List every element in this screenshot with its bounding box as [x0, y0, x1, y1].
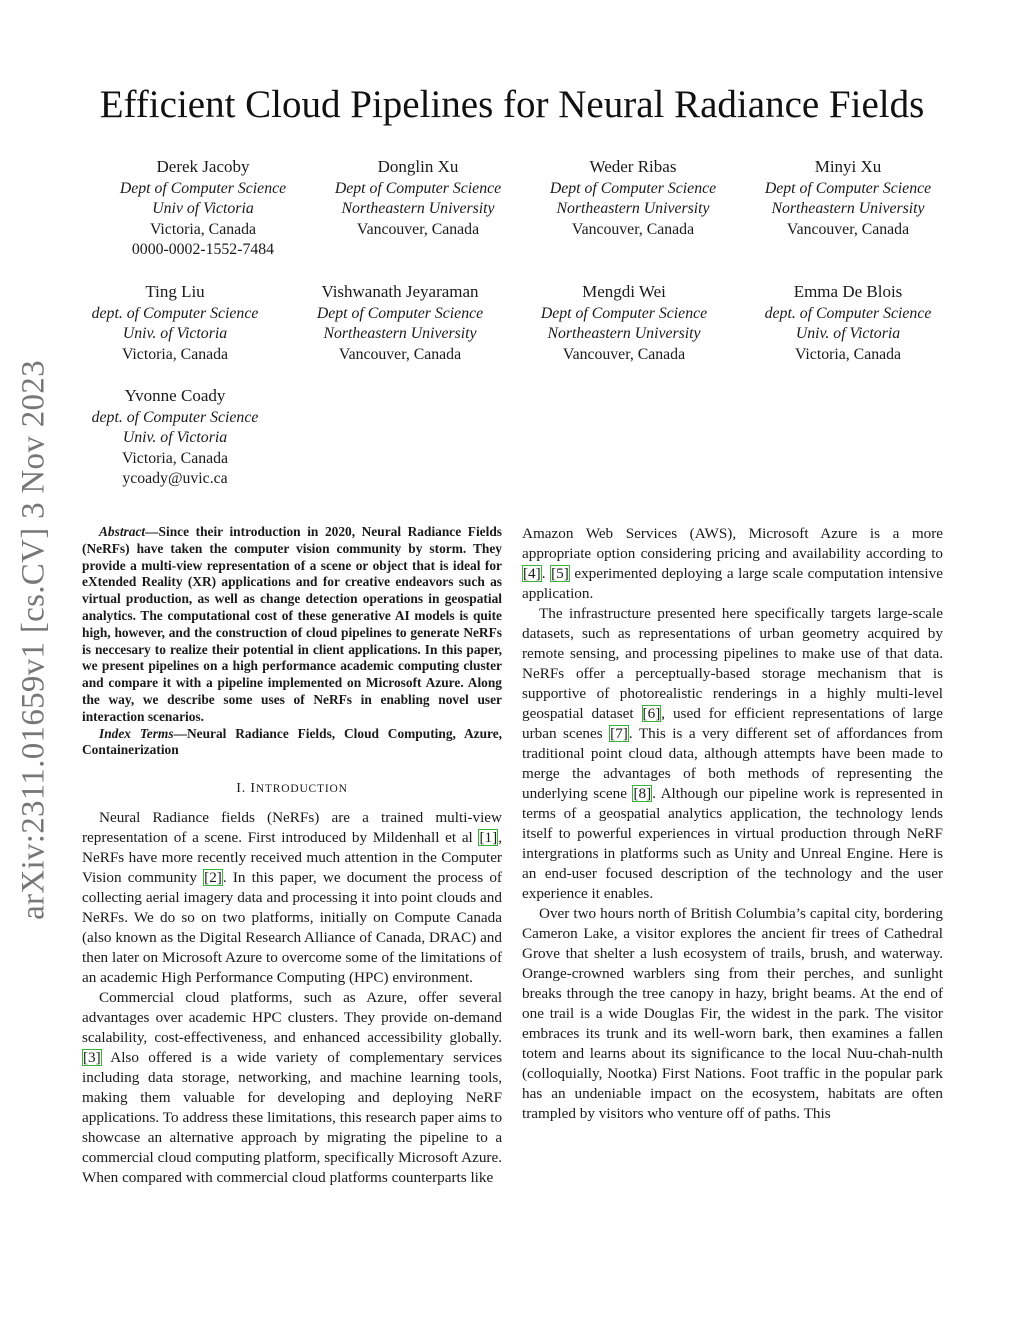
paragraph-text: including [82, 1069, 140, 1087]
paragraph-text: learning [410, 1069, 461, 1087]
paragraph-text: machine [350, 1069, 402, 1087]
paragraph-text [267, 1029, 274, 1046]
paragraph-text: over [155, 1009, 183, 1027]
paragraph-text [342, 1069, 351, 1086]
author-email: ycoady@uvic.ca [122, 470, 228, 487]
author-card [518, 157, 748, 240]
author-dept: Dept of Computer Science [119, 179, 287, 197]
paragraph [82, 808, 502, 988]
paragraph-text: cloud [185, 989, 220, 1007]
paragraph-text: scalability, [82, 1029, 148, 1047]
paragraph-text [171, 1089, 184, 1106]
author-dept: dept. of Computer Science [764, 304, 932, 322]
paragraph-text: this [339, 1109, 362, 1127]
citation-link[interactable]: [5] [551, 565, 569, 582]
paragraph-text: address [182, 1109, 229, 1127]
paragraph-text [380, 1089, 393, 1106]
paragraph-text: a [892, 525, 900, 542]
citation-link[interactable]: [4] [523, 565, 541, 582]
paragraph-text: and [765, 545, 788, 562]
paragraph-text: these [231, 1109, 264, 1127]
paragraph-text [345, 1089, 358, 1106]
paragraph-text: showcase [82, 1129, 141, 1147]
author-dept: Dept of Computer Science [549, 179, 717, 197]
paragraph-text: Amazon [522, 525, 574, 542]
paragraph-text: research [365, 1109, 417, 1127]
author-dept: Dept of Computer Science [334, 179, 502, 197]
paragraph-text: storage, [181, 1069, 230, 1087]
paragraph-text: , NeRFs have more recently received much attention in the Computer Vision community [82, 829, 502, 887]
paragraph-text [293, 989, 304, 1006]
paragraph-text: globally. [449, 1029, 503, 1047]
paragraph-continued [522, 524, 943, 604]
paragraph-text [857, 525, 870, 542]
citation-link[interactable]: [8] [633, 785, 652, 802]
author-card [285, 282, 515, 365]
author-location: Vancouver, Canada [562, 345, 686, 363]
author-card [303, 157, 533, 240]
paragraph-text [311, 1069, 320, 1086]
paragraph-text: large [738, 565, 769, 582]
paragraph-text: such [303, 989, 332, 1007]
paragraph-text: Microsoft [398, 1149, 459, 1167]
paragraph-text [448, 989, 459, 1006]
paragraph-text: counterparts [391, 1169, 467, 1187]
index-terms-label: Index Terms [99, 725, 174, 741]
paragraph-text: alternative [169, 1129, 234, 1147]
paragraph-text [412, 1129, 420, 1146]
paragraph-text [219, 989, 230, 1006]
index-terms [82, 726, 502, 760]
section-title: NTRODUCTION [255, 783, 348, 796]
paragraph-text: cost-effectiveness, [154, 1029, 267, 1047]
author-card [733, 282, 963, 365]
author-name: Minyi Xu [814, 157, 882, 176]
paragraph-text: experimented [574, 565, 657, 582]
paragraph-text: HPC [252, 1009, 282, 1027]
paragraph-text: scale [772, 565, 804, 582]
paragraph-text: and [357, 1089, 380, 1107]
index-terms-dash: — [173, 725, 187, 741]
paragraph-text: Azure [820, 525, 858, 542]
author-university: Univ. of Victoria [122, 325, 228, 342]
paragraph-text: applications. [82, 1109, 160, 1127]
paragraph-text: commercial [216, 1169, 289, 1187]
paragraph-text: commercial [82, 1149, 154, 1167]
paragraph-text: and [319, 1069, 342, 1087]
author-location: Vancouver, Canada [356, 220, 480, 238]
paragraph-text [318, 1049, 327, 1066]
author-name: Mengdi Wei [582, 282, 666, 301]
paragraph-text: approach [241, 1129, 297, 1147]
paragraph-text: enhanced [302, 1029, 361, 1047]
paragraph-text [573, 525, 585, 542]
paragraph-text: like [470, 1169, 494, 1187]
paragraph-text: cloud [157, 1149, 192, 1167]
paragraph-text [140, 1129, 148, 1146]
paragraph-text [407, 989, 418, 1006]
paragraph-text [613, 525, 626, 542]
citation-link[interactable]: [3] [83, 1049, 101, 1067]
paragraph-text: intensive [888, 565, 943, 582]
paragraph-text: several [459, 989, 503, 1007]
paragraph-text: provide [381, 1009, 428, 1027]
paragraph-text: making [82, 1089, 128, 1107]
paragraph-text [319, 1129, 327, 1146]
paragraph-text: . This is a very different set of affordances from traditional point cloud data, although attempts have been made to merge the advantages of both methods of representing the underlying scene [522, 725, 943, 802]
author-dept: dept. of Computer Science [91, 304, 259, 322]
citation-link[interactable]: [2] [204, 869, 222, 887]
paragraph-text: offered [148, 1049, 192, 1067]
paragraph-text: pipeline [419, 1129, 469, 1147]
paragraph-text [102, 1049, 111, 1066]
author-university: Univ of Victoria [152, 200, 254, 217]
author-location: Vancouver, Canada [571, 220, 695, 238]
author-card [88, 157, 318, 261]
section-heading-introduction [82, 779, 502, 799]
paragraph-text: limitations, [267, 1109, 336, 1127]
author-location: Victoria, Canada [149, 220, 257, 238]
paragraph-text: migrating [326, 1129, 387, 1147]
paragraph-text: accessibility [367, 1029, 443, 1047]
author-location: Vancouver, Canada [786, 220, 910, 238]
paragraph-text: To [162, 1109, 179, 1127]
paragraph-text: the [393, 1129, 413, 1147]
paragraph-text: services [453, 1049, 503, 1067]
paragraph-text: computation [807, 565, 884, 582]
author-university: Northeastern University [771, 200, 925, 217]
author-card [509, 282, 739, 365]
paragraph-text [899, 525, 912, 542]
paragraph-text [211, 1049, 220, 1066]
paragraph-text [340, 1049, 349, 1066]
paragraph-text: is [201, 1049, 212, 1067]
author-location: Victoria, Canada [121, 345, 229, 363]
right-column [522, 524, 943, 1124]
paragraph-text [880, 525, 893, 542]
abstract-dash: — [145, 524, 159, 539]
paragraph-text: a [726, 565, 734, 582]
paragraph-text: platform, [264, 1149, 321, 1167]
author-card [733, 157, 963, 240]
paragraph-text [460, 1069, 469, 1086]
paragraph-text: networking, [238, 1069, 312, 1087]
paragraph-text: and [273, 1029, 296, 1047]
paragraph-text [469, 1129, 477, 1146]
paragraph-text: data [147, 1069, 174, 1087]
paragraph-text [139, 1069, 148, 1086]
paragraph-text: complementary [349, 1049, 444, 1067]
paragraph-text: academic [188, 1009, 247, 1027]
paragraph-text: of [327, 1049, 340, 1067]
paragraph-text [356, 989, 367, 1006]
paragraph-text: on-demand [433, 1009, 503, 1027]
index-terms-text: Neural Radiance Fields, Cloud Computing, Azure, Containerization [82, 725, 503, 758]
paragraph-text: compared [122, 1169, 182, 1187]
left-column [82, 524, 502, 1188]
author-university: Northeastern University [556, 200, 710, 217]
paragraph-text: option [596, 545, 636, 562]
paragraph-text [162, 1129, 170, 1146]
paragraph-text: according [866, 545, 926, 562]
paragraph-text: . Although our pipeline work is represented in terms of a geospatial analytics application, the technology lends itself to powerful experiences in virtual production through NeRF intergrations in platforms such as Unity and Unreal Engine. Here is an end-user focused description of the technology and the user experience it enables. [522, 785, 943, 902]
paragraph-text [736, 525, 749, 542]
paragraph-text [296, 1029, 303, 1046]
author-university: Northeastern University [547, 325, 701, 342]
paragraph-text: with [185, 1169, 213, 1187]
paragraph-text: wide [236, 1049, 267, 1067]
author-dept: Dept of Computer Science [540, 304, 708, 322]
paragraph-text: developing [277, 1089, 346, 1107]
paragraph-text: is [869, 525, 881, 542]
paragraph-text: paper [420, 1109, 454, 1127]
paragraph-text [128, 1089, 141, 1106]
abstract-label: Abstract [99, 524, 146, 539]
citation-link[interactable]: [7] [610, 725, 628, 742]
paragraph-text: Also [110, 1049, 139, 1067]
paragraph [522, 604, 943, 904]
author-dept: Dept of Computer Science [764, 179, 932, 197]
abstract [82, 524, 502, 726]
author-university: Univ. of Victoria [122, 429, 228, 446]
paragraph-text: platforms [329, 1169, 388, 1187]
citation-link[interactable]: [6] [642, 705, 661, 722]
author-university: Northeastern University [323, 325, 477, 342]
paragraph-text: The infrastructure presented here specifically targets large-scale datasets, such as representations of urban geometry acquired by remote sensing, and processing pipelines to make use of that data. NeRFs offer a perceptually-based storage mechanism that is supportive of photorealistic renderings in a highly multi-level geospatial dataset [522, 605, 943, 722]
paragraph-text [265, 1089, 278, 1106]
paragraph-text: availability [792, 545, 861, 562]
paragraph-text: a [220, 1049, 228, 1067]
paragraph-text: to [490, 1109, 503, 1127]
author-dept: Dept of Computer Science [316, 304, 484, 322]
arxiv-identifier-stamp: arXiv:2311.01659v1 [cs.CV] 3 Nov 2023 [15, 360, 52, 920]
paragraph-text: more [911, 525, 944, 542]
section-number: I. I [236, 781, 256, 797]
paragraph-text [266, 1049, 275, 1066]
paragraph-text: When [82, 1169, 119, 1187]
paragraph-text [192, 1049, 201, 1066]
paragraph-text [174, 989, 185, 1006]
author-name: Ting Liu [145, 282, 205, 301]
paragraph-text: They [343, 1009, 376, 1027]
paragraph-text: . [541, 565, 546, 582]
paragraph-text: an [147, 1129, 163, 1147]
paragraph: Over two hours north of British Columbia’s capital city, bordering Cameron Lake, a visitor explores the ancient fir trees of Cathedral Grove that shelter a lush ecosystem of trails, brush, and waterway. Orange-crowned warblers sing from their perches, and sunlight breaks through the tree canopy in hazy, bright beams. At the end of one trail is a wide Douglas Fir, the widest in the park. The visitor embraces its trunk and its well-worn bark, then examines a fallen totem and learns about its significance to the local Nuu-chah-nulth (colloquially, Nootka) First Nations. Foot traffic in the popular park has an undeniable impact on the ecosystem, habitats are often trampled by visitors who venture off of paths. This [522, 905, 943, 1122]
citation-link[interactable]: [1] [479, 829, 498, 847]
paragraph-text: Azure, [366, 989, 408, 1007]
author-location: Vancouver, Canada [338, 345, 462, 363]
paragraph-text: appropriate [522, 545, 592, 562]
paragraph-text [809, 525, 821, 542]
paragraph-text: to [476, 1129, 488, 1147]
author-name: Yvonne Coady [124, 386, 226, 405]
paragraph-text: Services [625, 525, 678, 542]
paragraph-text: cloud [292, 1169, 326, 1187]
paragraph-text: Neural Radiance fields (NeRFs) are a trained multi-view representation of a scene. First introduced by Mildenhall et al [82, 809, 502, 847]
paragraph-text: considering [640, 545, 712, 562]
paragraph-text: computing [195, 1149, 261, 1167]
paragraph-text [453, 1089, 466, 1106]
paragraph-text: for [247, 1089, 266, 1107]
author-location: Victoria, Canada [121, 449, 229, 467]
paragraph-text: application. [522, 585, 594, 602]
paragraph-text [444, 1049, 453, 1066]
author-university: Univ. of Victoria [795, 325, 901, 342]
paper-title: Efficient Cloud Pipelines for Neural Radiance Fields [99, 83, 925, 126]
author-name: Weder Ribas [589, 157, 677, 176]
paragraph-text: by [304, 1129, 320, 1147]
paragraph-text: advantages [82, 1009, 150, 1027]
paragraph-text: deploying [661, 565, 723, 582]
paragraph-text [139, 1049, 148, 1066]
author-name: Emma De Blois [793, 282, 903, 301]
paragraph-text: , used for efficient representations of large urban scenes [522, 705, 943, 742]
paragraph-text [235, 1089, 248, 1106]
paragraph-text: Commercial [99, 989, 175, 1007]
author-location: Victoria, Canada [794, 345, 902, 363]
paragraph-text: . In this paper, we document the process of collecting aerial imagery data and processing it into point clouds and NeRFs. We do so on two platforms, initially on Compute Canada (also known as the Digital Research Alliance of Canada, DRAC) and then later on Microsoft Azure to overcome some of the limitations of an academic High Performance Computing (HPC) environment. [82, 869, 502, 987]
author-name: Derek Jacoby [156, 157, 250, 176]
paragraph-text: valuable [183, 1089, 235, 1107]
paragraph-text: to [931, 545, 944, 562]
paragraph-text: deploying [392, 1089, 454, 1107]
paragraph-text: Azure. [461, 1149, 503, 1167]
paragraph-text: a [495, 1129, 503, 1147]
paragraph-text [677, 525, 690, 542]
author-dept: dept. of Computer Science [91, 408, 259, 426]
author-card [60, 386, 290, 490]
paragraph-text: offer [418, 989, 448, 1007]
author-university: Northeastern University [341, 200, 495, 217]
paragraph-text [332, 989, 343, 1006]
paragraph-text: Microsoft [748, 525, 809, 542]
paragraph-text: as [343, 989, 356, 1007]
author-name: Donglin Xu [377, 157, 459, 176]
paragraph-text [173, 1069, 182, 1086]
paragraph-text [386, 1129, 394, 1146]
paragraph-text [230, 1069, 239, 1086]
paragraph-text: them [140, 1089, 171, 1107]
paragraph-text: clusters. [287, 1009, 338, 1027]
abstract-text: Since their introduction in 2020, Neural Radiance Fields (NeRFs) have taken the computer vision community by storm. They provide a multi-view representation of a scene or object that is ideal for eXtended Reality (XR) applications and for creative endeavors such as virtual production, as well as change detection operations in geospatial analytics. The computational cost of these generative AI models is quite high, however, and the construction of cloud pipelines to generate NeRFs is neccesary to realize their potential in client applications. In this paper, we present pipelines on a high performance academic computing cluster and compare it with a pipeline implemented on Microsoft Azure. Along the way, we describe some uses of NeRFs in enabling novel user interaction scenarios. [82, 524, 502, 724]
author-name: Vishwanath Jeyaraman [321, 282, 479, 301]
author-card [60, 282, 290, 365]
paragraph-text: tools, [468, 1069, 503, 1087]
paragraph-text: pricing [716, 545, 760, 562]
paragraph [82, 988, 502, 1188]
paragraph-text: platforms, [230, 989, 293, 1007]
paragraph-text: Web [585, 525, 614, 542]
paragraph-text: specifically [324, 1149, 395, 1167]
paragraph-text: NeRF [465, 1089, 503, 1107]
paragraph-text: aims [457, 1109, 487, 1127]
paragraph-text: (AWS), [689, 525, 737, 542]
author-orcid: 0000-0002-1552-7484 [131, 241, 275, 258]
paragraph-text: variety [275, 1049, 318, 1067]
paragraph-text [227, 1049, 236, 1066]
